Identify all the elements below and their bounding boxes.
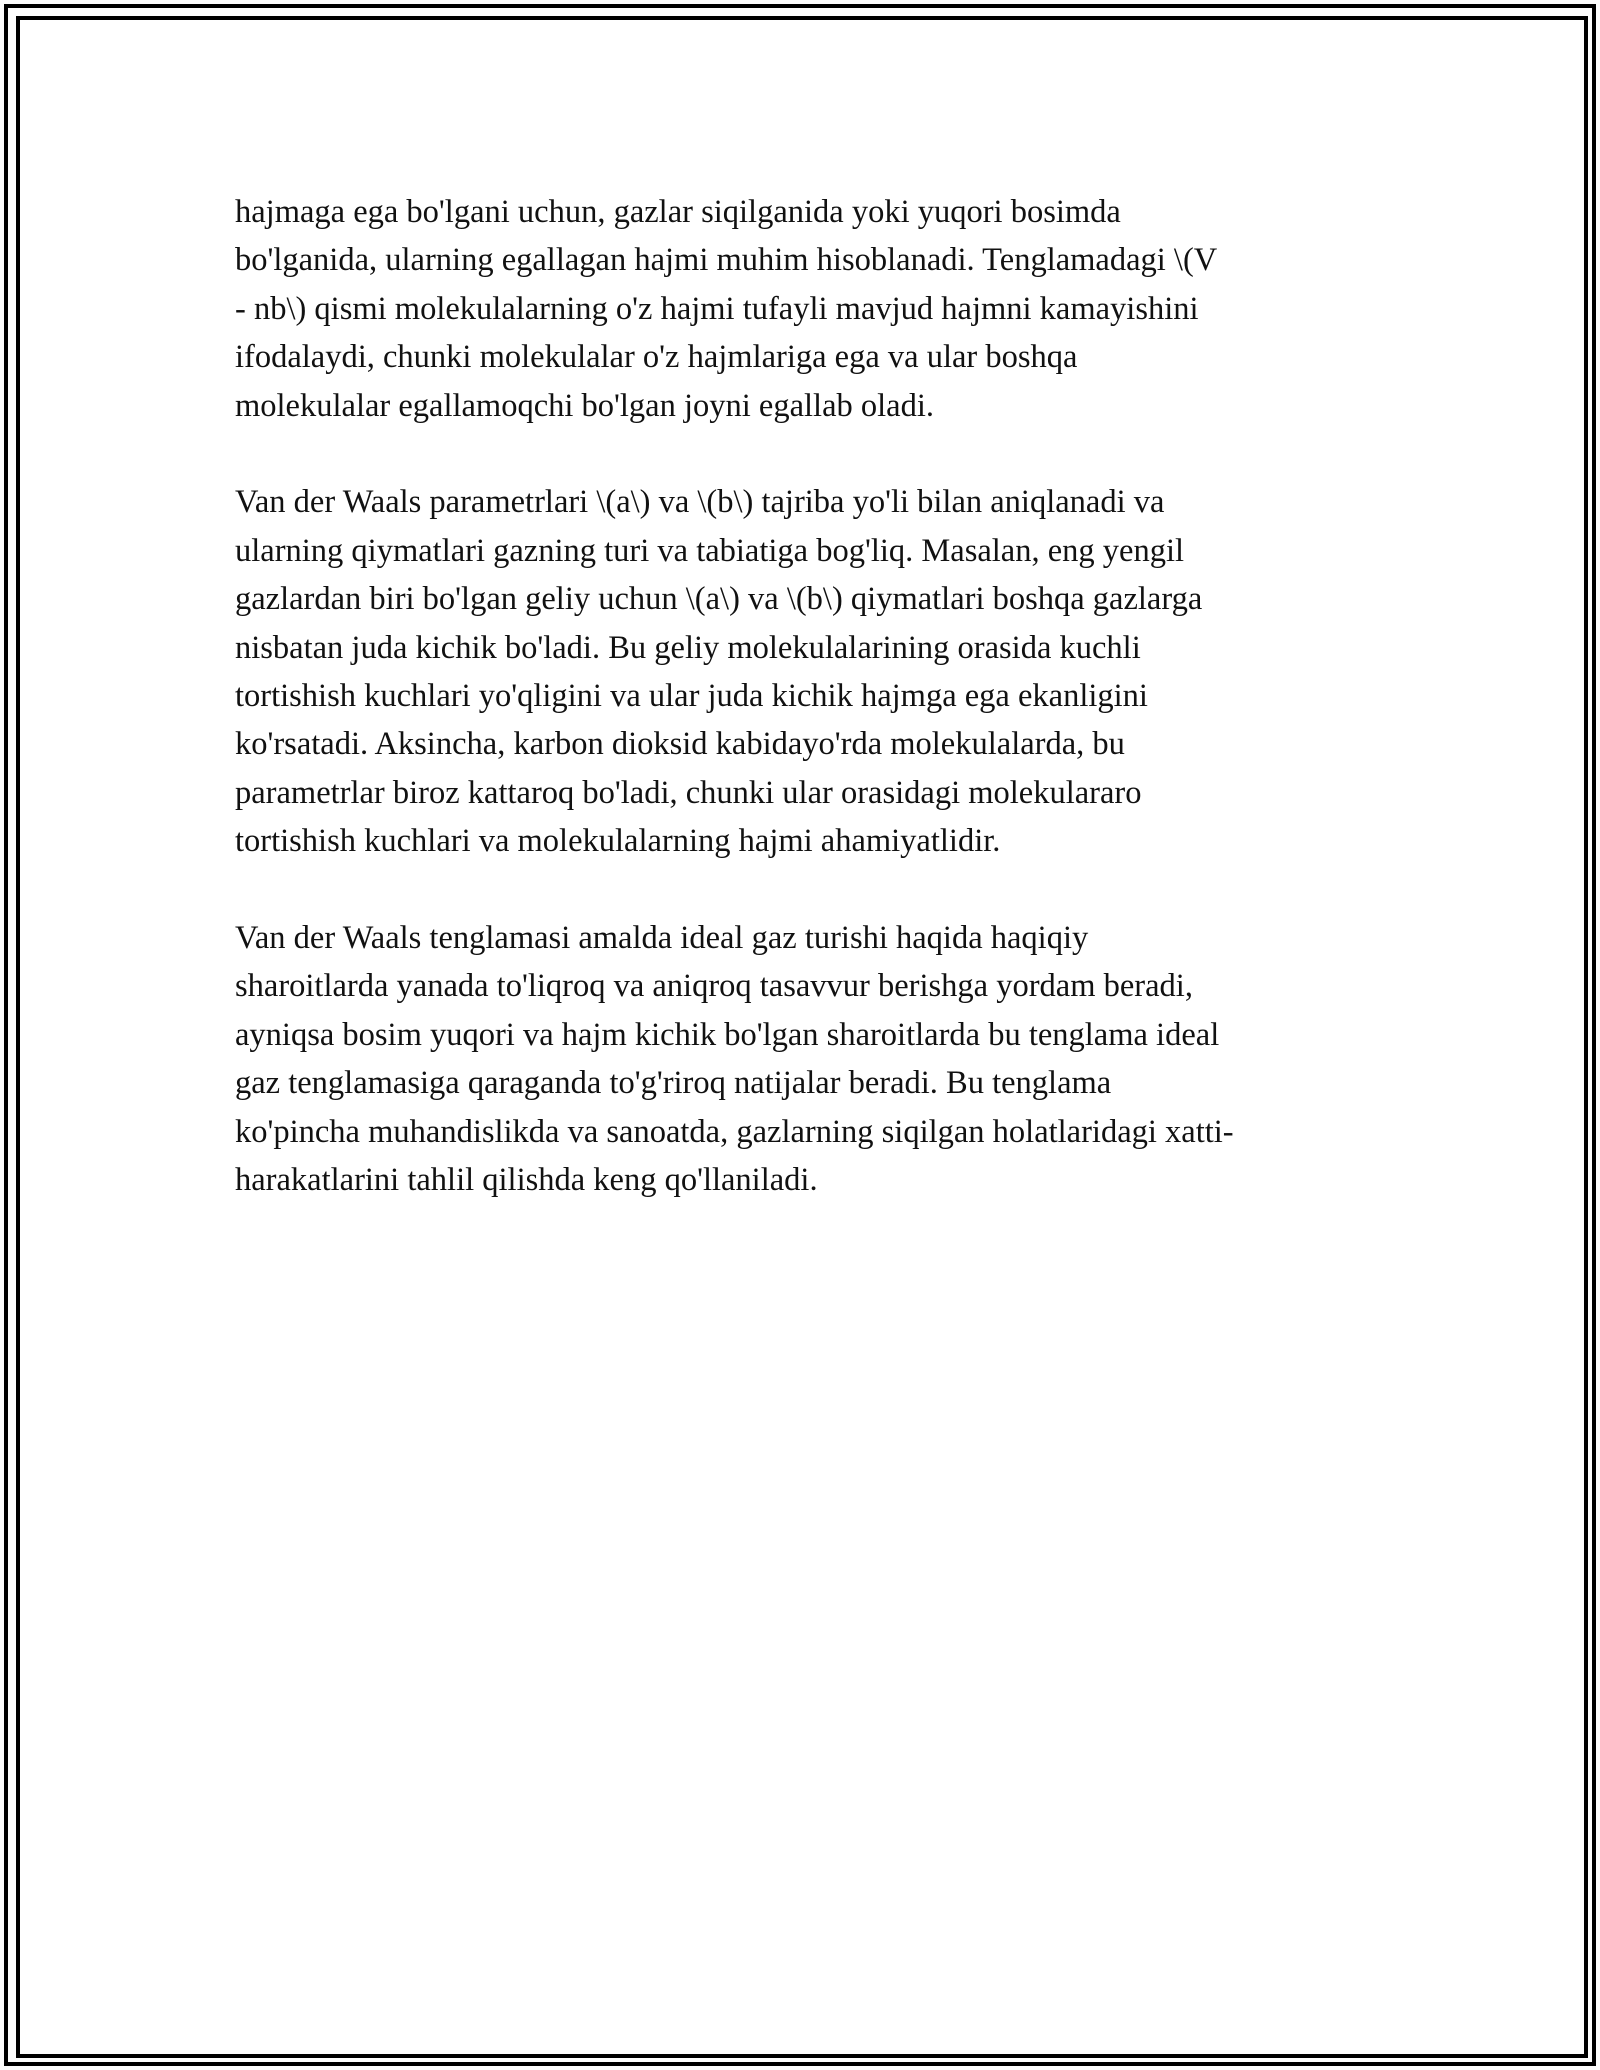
text-line: nisbatan juda kichik bo'ladi. Bu geliy molekulalarining orasida kuchli	[235, 629, 1141, 666]
text-line: harakatlarini tahlil qilishda keng qo'llaniladi.	[235, 1162, 818, 1199]
text-line: Van der Waals tenglamasi amalda ideal gaz turishi haqida haqiqiy	[235, 920, 1089, 957]
text-line: hajmaga ega bo'lgani uchun, gazlar siqilganida yoki yuqori bosimda	[235, 194, 1121, 230]
text-line: gazlardan biri bo'lgan geliy uchun \(a\) va \(b\) qiymatlari boshqa gazlarga	[235, 581, 1203, 618]
text-line: ularning qiymatlari gazning turi va tabiatiga bog'liq. Masalan, eng yengil	[235, 532, 1185, 569]
document-body	[235, 188, 1370, 1253]
text-line: ayniqsa bosim yuqori va hajm kichik bo'lgan sharoitlarda bu tenglama ideal	[235, 1016, 1220, 1053]
text-line: bo'lganida, ularning egallagan hajmi muhim hisoblanadi. Tenglamadagi \(V	[235, 242, 1218, 279]
text-line: tortishish kuchlari yo'qligini va ular juda kichik hajmga ega ekanligini	[235, 678, 1148, 715]
text-line: - nb\) qismi molekulalarning o'z hajmi tufayli mavjud hajmni kamayishini	[235, 290, 1199, 327]
text-line: parametrlar biroz kattaroq bo'ladi, chunki ular orasidagi molekulararo	[235, 774, 1142, 811]
text-line: gaz tenglamasiga qaraganda to'g'riroq natijalar beradi. Bu tenglama	[235, 1065, 1112, 1102]
text-line: ifodalaydi, chunki molekulalar o'z hajmlariga ega va ular boshqa	[235, 339, 1078, 376]
paragraph-2	[235, 478, 1370, 865]
text-line: Van der Waals parametrlari \(a\) va \(b\) tajriba yo'li bilan aniqlanadi va	[235, 484, 1165, 521]
paragraph-1	[235, 188, 1370, 430]
paragraph-3	[235, 914, 1370, 1204]
text-line: tortishish kuchlari va molekulalarning hajmi ahamiyatlidir.	[235, 823, 1001, 860]
text-line: molekulalar egallamoqchi bo'lgan joyni egallab oladi.	[235, 387, 934, 424]
text-line: sharoitlarda yanada to'liqroq va aniqroq tasavvur berishga yordam beradi,	[235, 968, 1193, 1005]
text-line: ko'rsatadi. Aksincha, karbon dioksid kabidayo'rda molekulalarda, bu	[235, 726, 1125, 763]
text-line: ko'pincha muhandislikda va sanoatda, gazlarning siqilgan holatlaridagi xatti-	[235, 1113, 1234, 1150]
